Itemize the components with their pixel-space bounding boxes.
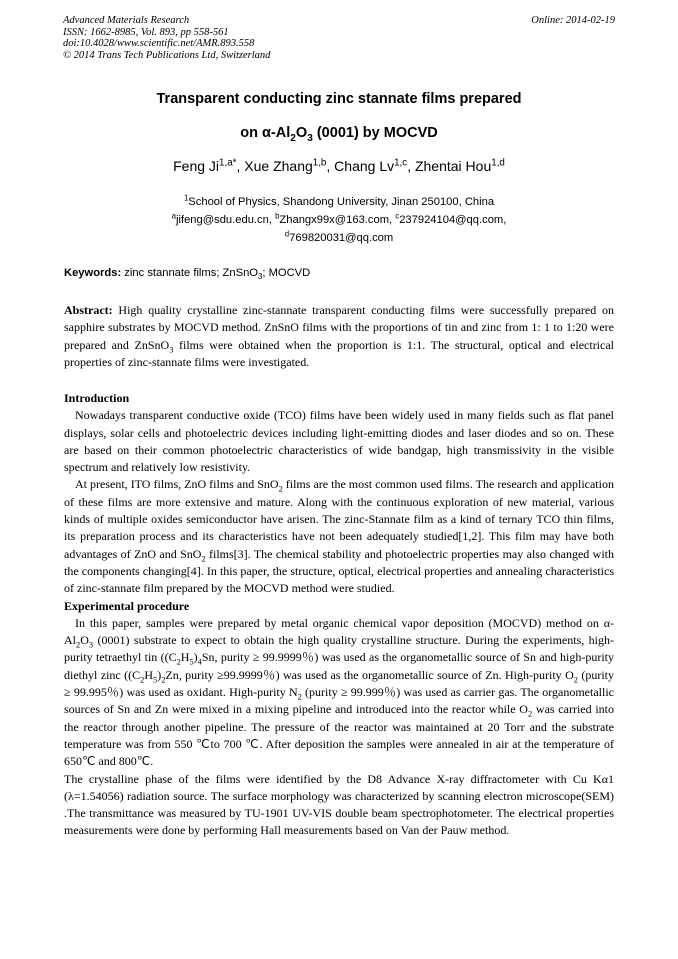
keywords: Keywords: zinc stannate films; ZnSnO$_3$; MOCVD — [64, 267, 311, 282]
experimental-paragraph-1: In this paper, samples were prepared by metal organic chemical vapor deposition (MOCVD) method on $\alpha-Al_2O_3$ (0001) substrate to expect to obtain the high quality crystalline structure. During the experiments, high-purity tetraethyl tin ($(C_2H_5)_4Sn$, purity ≥ 99.9999％) was used as the organometallic source of Sn and high-purity diethyl zinc ($(C_2H_5)_2Zn$, purity ≥99.9999％) was used as the organometallic source of Zn. High-purity $O_2$ (purity ≥ 99.995％) was used as oxidant. High-purity $N_2$ (purity ≥ 99.999％) was used as carrier gas. The organometallic sources of Sn and Zn were mixed in a mixing pipeline and introduced into the reactor while $O_2$ was carried into the reactor through another pipeline. The pressure of the reactor was maintained at 20 Torr and the substrate temperature was from 550 ℃to 700 ℃. After deposition the samples were annealed in air at the temperature of 650℃ and 800℃. — [64, 615, 615, 769]
paper-title-line2: on $\alpha-Al_2O_3$ (0001) by MOCVD — [240, 125, 438, 144]
online-date: Online: 2014-02-19 — [531, 15, 615, 26]
author-name: Feng Ji — [173, 158, 220, 174]
author-emails: $^a$jifeng@sdu.edu.cn, $^b$Zhangx99x@163.com, $^c$237924104@qq.com, — [171, 211, 507, 226]
journal-header — [63, 15, 270, 61]
author-name: Zhentai Hou — [414, 158, 492, 174]
author-name: Xue Zhang — [244, 158, 313, 174]
main-text — [64, 390, 614, 840]
journal-issn: ISSN: 1662-8985, Vol. 893, pp 558-561 — [63, 26, 229, 38]
journal-doi: doi:10.4028/www.scientific.net/AMR.893.558 — [63, 38, 255, 50]
journal-copyright: © 2014 Trans Tech Publications Ltd, Switzerland — [63, 49, 271, 61]
author-name: Chang Lv — [334, 158, 395, 174]
paper-title-line1: Transparent conducting zinc stannate films prepared — [156, 91, 522, 107]
intro-paragraph-1: Nowadays transparent conductive oxide (TCO) films have been widely used in many fields such as flat panel displays, solar cells and photoelectric devices including light-emitting diodes and laser diodes and so on. These are based on their common photoelectric characteristics of wide bandgap, high transmissivity in the visible spectrum and relatively low resistivity. — [64, 408, 614, 475]
section-heading-experimental: Experimental procedure — [64, 598, 190, 613]
intro-paragraph-2: At present, ITO films, ZnO films and SnO$_2$ films are the most common used films. The research and application of these films are more extensive and mature. Along with the continuous exploration of new material, various kinds of multiple oxides semiconductor have arisen. The zinc-Stannate film as a kind of ternary TCO thin films, its preparation process and its characteristics have not been adequately studied[1,2]. This film may have both advantages of ZnO and SnO$_2$ films[3]. The chemical stability and photoelectric properties may also changed with the components changing[4]. In this paper, the structure, optical, electrical properties and annealing characteristics of zinc-stannate film prepared by the MOCVD method were studied. — [64, 477, 615, 596]
experimental-paragraph-2: The crystalline phase of the films were identified by the D8 Advance X-ray diffractometer with Cu Kα1 (λ=1.54056) radiation source. The surface morphology was characterized by scanning electron microscope(SEM) .The transmittance was measured by TU-1901 UV-VIS double beam spectrophotometer. The electrical properties measurements were done by performing Hall measurements based on Van der Pauw method. — [64, 771, 614, 838]
section-heading-introduction: Introduction — [64, 391, 130, 405]
author-email-d: $^d$769820031@qq.com — [284, 229, 394, 244]
abstract: Abstract: High quality crystalline zinc-stannate transparent conducting films were successfully prepared on sapphire substrates by MOCVD method. ZnSnO films with the proportions of tin and zinc from 1: 1 to 1:20 were prepared and ZnSnO$_3$ films were obtained when the proportion is 1:1. The structural, optical and electrical properties of zinc-stannate films were investigated. — [64, 303, 615, 369]
affiliation: $^1$School of Physics, Shandong University, Jinan 250100, China — [183, 193, 495, 208]
author-list: Feng $Ji^{1,a*}$, Xue Zhang$^{1,b}$, Chang Lv$^{1,c}$, Zhentai Hou$^{1,d}$ — [173, 157, 505, 174]
journal-name: Advanced Materials Research — [63, 15, 190, 26]
